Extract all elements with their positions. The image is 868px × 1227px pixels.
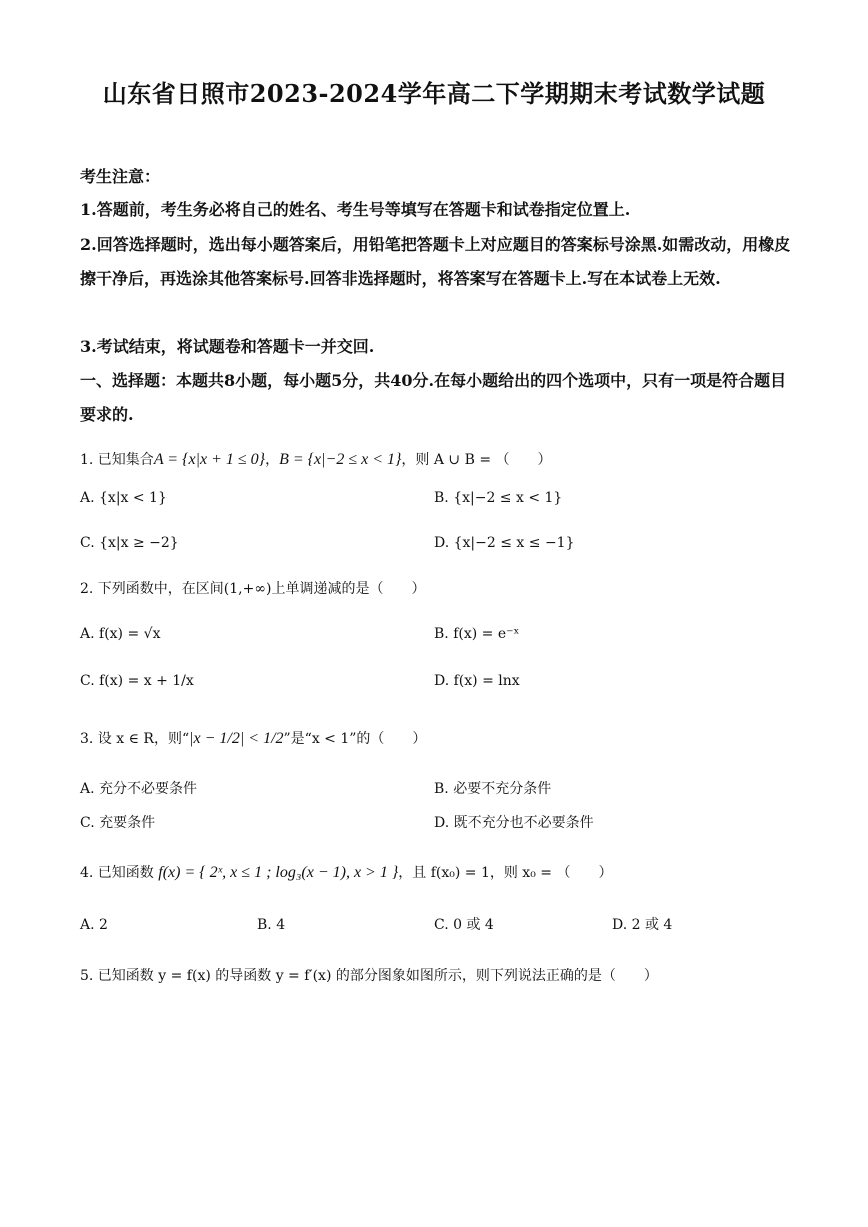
- q4-function: f(x) = { 2ˣ, x ≤ 1 ; log₃(x − 1), x > 1 }: [158, 864, 399, 881]
- q4-prefix: 4. 已知函数: [80, 865, 154, 881]
- q4-tail: ，且 f(x₀) = 1，则 x₀ = （ ）: [398, 865, 613, 881]
- q3-condition: |x − 1/2| < 1/2: [189, 730, 284, 747]
- q2-option-c[interactable]: C. f(x) = x + 1/x: [80, 673, 194, 689]
- section-1-heading: 一、选择题：本题共8小题，每小题5分，共40分.在每小题给出的四个选项中，只有一项是符合题目要求的.: [80, 371, 787, 424]
- q4-option-c[interactable]: C. 0 或 4: [434, 917, 494, 933]
- q3-option-c[interactable]: C. 充要条件: [80, 815, 156, 831]
- question-4-stem: [80, 862, 612, 884]
- q4-option-a[interactable]: A. 2: [80, 917, 108, 933]
- q1-tail: ，则 A ∪ B = （ ）: [401, 452, 552, 468]
- q1-sep: ，: [265, 452, 280, 468]
- q1-set-b: B = {x|−2 ≤ x < 1}: [279, 451, 402, 468]
- question-5-stem: 5. 已知函数 y = f(x) 的导函数 y = f′(x) 的部分图象如图所示，则下列说法正确的是（ ）: [80, 968, 658, 984]
- q3-mid: ”是“x < 1”的（ ）: [283, 731, 427, 747]
- question-1-stem: [80, 449, 552, 471]
- q2-option-d[interactable]: D. f(x) = lnx: [434, 673, 520, 689]
- q1-option-d[interactable]: D. {x|−2 ≤ x ≤ −1}: [434, 535, 575, 551]
- q3-option-d[interactable]: D. 既不充分也不必要条件: [434, 815, 594, 831]
- question-3-stem: [80, 728, 426, 750]
- q1-option-c[interactable]: C. {x|x ≥ −2}: [80, 535, 179, 551]
- q1-option-a[interactable]: A. {x|x < 1}: [80, 490, 167, 506]
- q2-option-a[interactable]: A. f(x) = √x: [80, 626, 161, 642]
- question-2-stem: 2. 下列函数中，在区间(1,+∞)上单调递减的是（ ）: [80, 581, 426, 597]
- q2-option-b[interactable]: B. f(x) = e⁻ˣ: [434, 626, 520, 642]
- q3-prefix: 3. 设 x ∈ R，则“: [80, 731, 190, 747]
- page-title: 山东省日照市2023-2024学年高二下学期期末考试数学试题: [102, 79, 766, 108]
- notice-item-1: 1.答题前，考生务必将自己的姓名、考生号等填写在答题卡和试卷指定位置上.: [80, 200, 631, 219]
- notice-heading: 考生注意：: [80, 167, 161, 186]
- q1-prefix: 1. 已知集合: [80, 452, 154, 468]
- q1-set-a: A = {x|x + 1 ≤ 0}: [153, 451, 266, 468]
- q4-option-d[interactable]: D. 2 或 4: [612, 917, 673, 933]
- q4-option-b[interactable]: B. 4: [257, 917, 286, 933]
- q1-option-b[interactable]: B. {x|−2 ≤ x < 1}: [434, 490, 563, 506]
- q3-option-a[interactable]: A. 充分不必要条件: [80, 781, 198, 797]
- q3-option-b[interactable]: B. 必要不充分条件: [434, 781, 552, 797]
- notice-item-2: 2.回答选择题时，选出每小题答案后，用铅笔把答题卡上对应题目的答案标号涂黑.如需改动，用橡皮擦干净后，再选涂其他答案标号.回答非选择题时，将答案写在答题卡上.写在本试卷上无效.: [80, 235, 791, 288]
- notice-item-3: 3.考试结束，将试题卷和答题卡一并交回.: [80, 337, 375, 356]
